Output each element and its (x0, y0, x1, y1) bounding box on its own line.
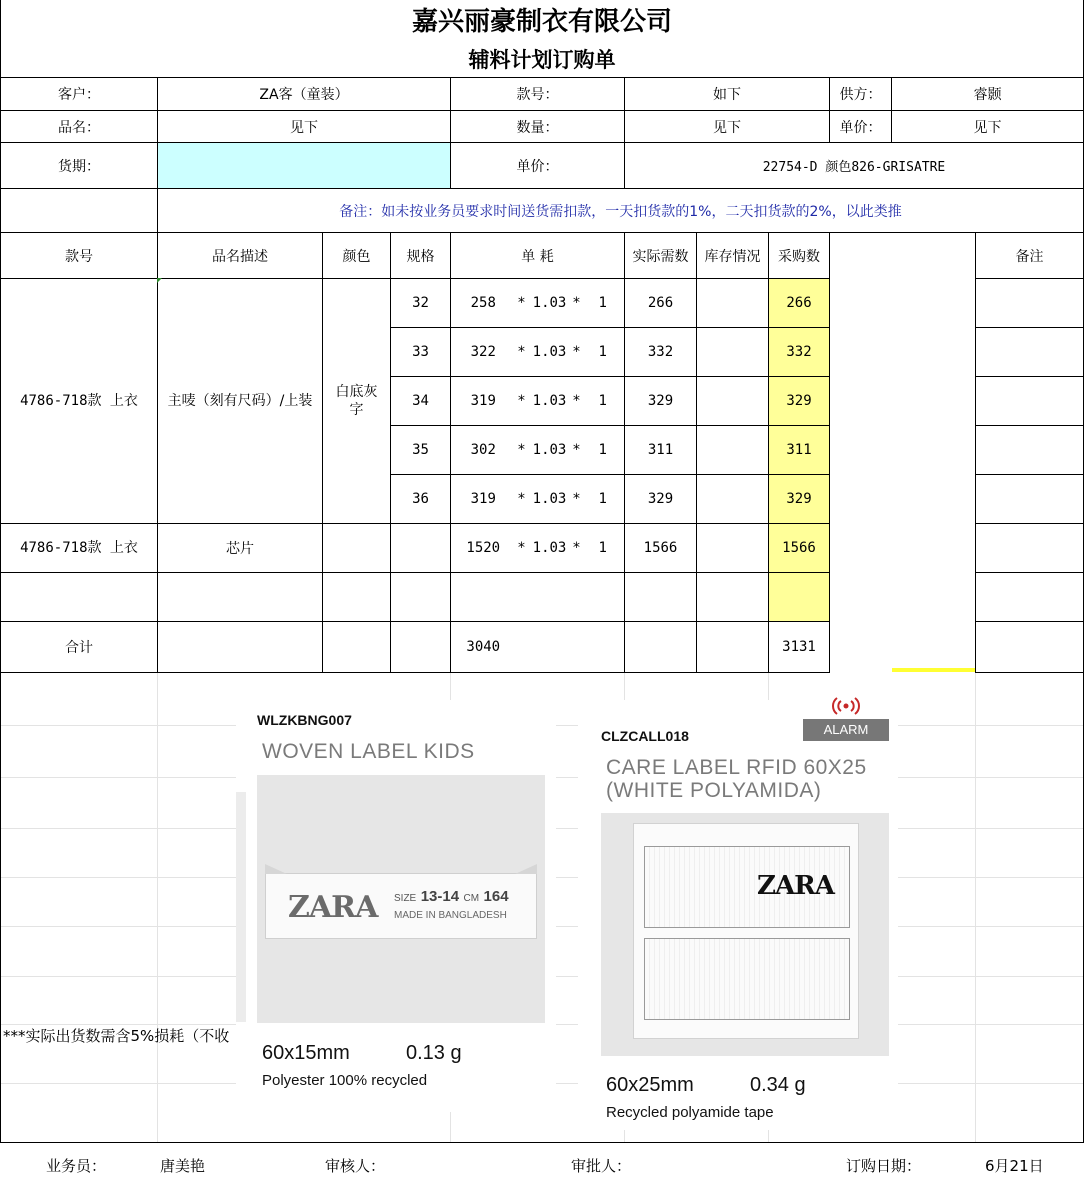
row-blank (830, 573, 976, 622)
supplier-label: 供方： (830, 78, 892, 111)
group1-color: 白底灰字 (323, 279, 391, 524)
style-value: 如下 (625, 78, 830, 111)
label1-code: WLZKBNG007 (257, 712, 352, 728)
row-purchase: 266 (769, 279, 830, 328)
label2-weight: 0.34 g (750, 1074, 806, 1096)
salesman-label: 业务员： (46, 1157, 107, 1175)
approver-label: 审批人： (571, 1157, 632, 1175)
row-factor: 1.03 (528, 426, 572, 475)
row-purchase: 311 (769, 426, 830, 475)
row-remarks (976, 475, 1084, 524)
row-factor: 1.03 (528, 475, 572, 524)
chip-remarks (976, 524, 1084, 573)
row-blank (830, 475, 976, 524)
col-desc: 品名描述 (158, 233, 323, 279)
empty-cell (625, 573, 697, 622)
col-style: 款号 (1, 233, 158, 279)
card-shadow (236, 792, 246, 1022)
row-stock (697, 426, 769, 475)
col-stock: 库存情况 (697, 233, 769, 279)
row-op: * (516, 279, 528, 328)
row-remarks (976, 426, 1084, 475)
row-blank (830, 377, 976, 426)
row-factor: 1.03 (528, 377, 572, 426)
loss-note: ***实际出货数需含5%损耗（不收 (3, 1027, 230, 1045)
row-mult: 1 (582, 377, 625, 426)
chip-style: 4786-718款 上衣 (1, 524, 158, 573)
row-op: * (572, 279, 582, 328)
label2-rfid-panel-blank (644, 938, 850, 1020)
chip-desc: 芯片 (158, 524, 323, 573)
col-remarks: 备注 (976, 233, 1084, 279)
row-actual: 266 (625, 279, 697, 328)
row-blank (830, 328, 976, 377)
total-purchase: 3131 (769, 622, 830, 673)
product-value: 见下 (158, 111, 451, 143)
row-base: 319 (451, 475, 516, 524)
total-cell (528, 622, 572, 673)
row-op: * (572, 328, 582, 377)
unitprice-value: 见下 (892, 111, 1084, 143)
signature-footer (0, 1142, 1084, 1184)
row-purchase: 332 (769, 328, 830, 377)
total-cell (516, 622, 528, 673)
label2-code: CLZCALL018 (601, 728, 689, 744)
row-op: * (572, 426, 582, 475)
chip-op: * (516, 524, 528, 573)
total-cell (391, 622, 451, 673)
row-base: 258 (451, 279, 516, 328)
form-title: 辅料计划订购单 (468, 47, 616, 72)
delivery-label: 货期： (1, 143, 158, 189)
row-spec: 33 (391, 328, 451, 377)
label1-made-in: MADE IN BANGLADESH (394, 910, 507, 921)
qty-value: 见下 (625, 111, 830, 143)
empty-cell (516, 573, 528, 622)
label2-material: Recycled polyamide tape (606, 1104, 774, 1121)
row-op: * (572, 475, 582, 524)
col-purchase: 采购数 (769, 233, 830, 279)
row-spec: 32 (391, 279, 451, 328)
empty-cell (582, 573, 625, 622)
col-consumption: 单 耗 (451, 233, 625, 279)
total-cell (323, 622, 391, 673)
label1-tag-fold-left (265, 864, 287, 874)
order-table (0, 77, 1084, 673)
row-base: 322 (451, 328, 516, 377)
row-mult: 1 (582, 328, 625, 377)
group1-desc: 主唛（刻有尺码）/上装 (158, 279, 323, 524)
row-actual: 332 (625, 328, 697, 377)
yellow-fill-marker (892, 668, 975, 672)
empty-cell (572, 573, 582, 622)
empty-cell (1, 573, 158, 622)
label1-brand: ZARA (288, 890, 378, 925)
supplier-value: 睿颢 (892, 78, 1084, 111)
salesman-name: 唐美艳 (160, 1157, 206, 1175)
customer-value: ZA客（童装） (158, 78, 451, 111)
row-stock (697, 475, 769, 524)
style-label: 款号： (451, 78, 625, 111)
row-mult: 1 (582, 426, 625, 475)
empty-cell (391, 573, 451, 622)
alarm-text: ALARM (823, 722, 869, 737)
label1-cm-word: CM (463, 893, 480, 904)
gridline (157, 672, 158, 1142)
reviewer-label: 审核人： (325, 1157, 386, 1175)
row-actual: 329 (625, 377, 697, 426)
row-actual: 329 (625, 475, 697, 524)
order-date-label: 订购日期： (846, 1157, 922, 1175)
row-blank (830, 279, 976, 328)
chip-mult: 1 (582, 524, 625, 573)
empty-cell (451, 573, 516, 622)
row-blank (830, 524, 976, 573)
unitprice2-value: 22754-D 颜色826-GRISATRE (625, 143, 1084, 189)
alarm-signal-icon (827, 694, 865, 720)
row-blank (830, 426, 976, 475)
empty-cell (697, 573, 769, 622)
total-cell (158, 622, 323, 673)
row-stock (697, 279, 769, 328)
empty-cell (528, 573, 572, 622)
gridline (975, 672, 976, 1142)
label1-image-bg (257, 775, 545, 1023)
empty-cell (158, 573, 323, 622)
green-corner-marker (157, 278, 162, 283)
total-cell (697, 622, 769, 673)
label1-tag-fold-right (515, 864, 537, 874)
total-base: 3040 (451, 622, 516, 673)
label-card-woven (236, 700, 556, 1112)
total-cell (582, 622, 625, 673)
label1-weight: 0.13 g (406, 1042, 462, 1064)
remark-note: 备注：如未按业务员要求时间送货需扣款，一天扣货款的1%，二天扣货款的2%，以此类推 (158, 189, 1084, 233)
delivery-value[interactable] (158, 143, 451, 189)
col-color: 颜色 (323, 233, 391, 279)
label2-image-bg (601, 813, 889, 1056)
label2-name-line2: (WHITE POLYAMIDA) (606, 779, 822, 802)
order-date: 6月21日 (985, 1157, 1044, 1175)
row-base: 302 (451, 426, 516, 475)
label2-brand: ZARA (757, 871, 834, 901)
col-actual: 实际需数 (625, 233, 697, 279)
empty-cell (323, 573, 391, 622)
row-factor: 1.03 (528, 328, 572, 377)
empty-purchase (769, 573, 830, 622)
chip-factor: 1.03 (528, 524, 572, 573)
row-op: * (516, 475, 528, 524)
col-spec: 规格 (391, 233, 451, 279)
row-stock (697, 328, 769, 377)
row-op: * (516, 377, 528, 426)
company-title: 嘉兴丽豪制衣有限公司 (411, 7, 672, 37)
row-op: * (572, 377, 582, 426)
chip-purchase: 1566 (769, 524, 830, 573)
label1-size-line (394, 888, 509, 906)
label2-dims: 60x25mm (606, 1074, 694, 1096)
total-cell (625, 622, 697, 673)
chip-spec (391, 524, 451, 573)
row-spec: 36 (391, 475, 451, 524)
remark-empty-cell (1, 189, 158, 233)
customer-label: 客户： (1, 78, 158, 111)
label1-dims: 60x15mm (262, 1042, 350, 1064)
chip-op: * (572, 524, 582, 573)
row-actual: 311 (625, 426, 697, 475)
chip-color (323, 524, 391, 573)
unitprice2-label: 单价： (451, 143, 625, 189)
row-base: 319 (451, 377, 516, 426)
total-label: 合计 (1, 622, 158, 673)
label-card-rfid (578, 700, 898, 1130)
label2-tape (633, 823, 859, 1039)
label1-tag (265, 873, 537, 939)
row-mult: 1 (582, 279, 625, 328)
chip-stock (697, 524, 769, 573)
row-mult: 1 (582, 475, 625, 524)
qty-label: 数量： (451, 111, 625, 143)
chip-actual: 1566 (625, 524, 697, 573)
empty-cell (976, 573, 1084, 622)
label2-name-line1: CARE LABEL RFID 60X25 (606, 756, 867, 779)
row-purchase: 329 (769, 475, 830, 524)
row-spec: 34 (391, 377, 451, 426)
label1-size-word: SIZE (394, 893, 417, 904)
row-spec: 35 (391, 426, 451, 475)
total-cell (572, 622, 582, 673)
label1-cm: 164 (483, 888, 509, 905)
label1-material: Polyester 100% recycled (262, 1072, 428, 1089)
row-op: * (516, 328, 528, 377)
row-remarks (976, 377, 1084, 426)
label2-rfid-panel (644, 846, 850, 928)
total-cell (976, 622, 1084, 673)
label1-size: 13-14 (420, 888, 460, 905)
row-blank (830, 622, 976, 673)
product-label: 品名： (1, 111, 158, 143)
alarm-badge (803, 719, 889, 741)
row-op: * (516, 426, 528, 475)
unitprice-label: 单价： (830, 111, 892, 143)
row-remarks (976, 279, 1084, 328)
label1-name: WOVEN LABEL KIDS (262, 740, 475, 763)
row-factor: 1.03 (528, 279, 572, 328)
group1-style: 4786-718款 上衣 (1, 279, 158, 524)
col-blank (830, 233, 976, 279)
row-remarks (976, 328, 1084, 377)
row-purchase: 329 (769, 377, 830, 426)
chip-base: 1520 (451, 524, 516, 573)
row-stock (697, 377, 769, 426)
